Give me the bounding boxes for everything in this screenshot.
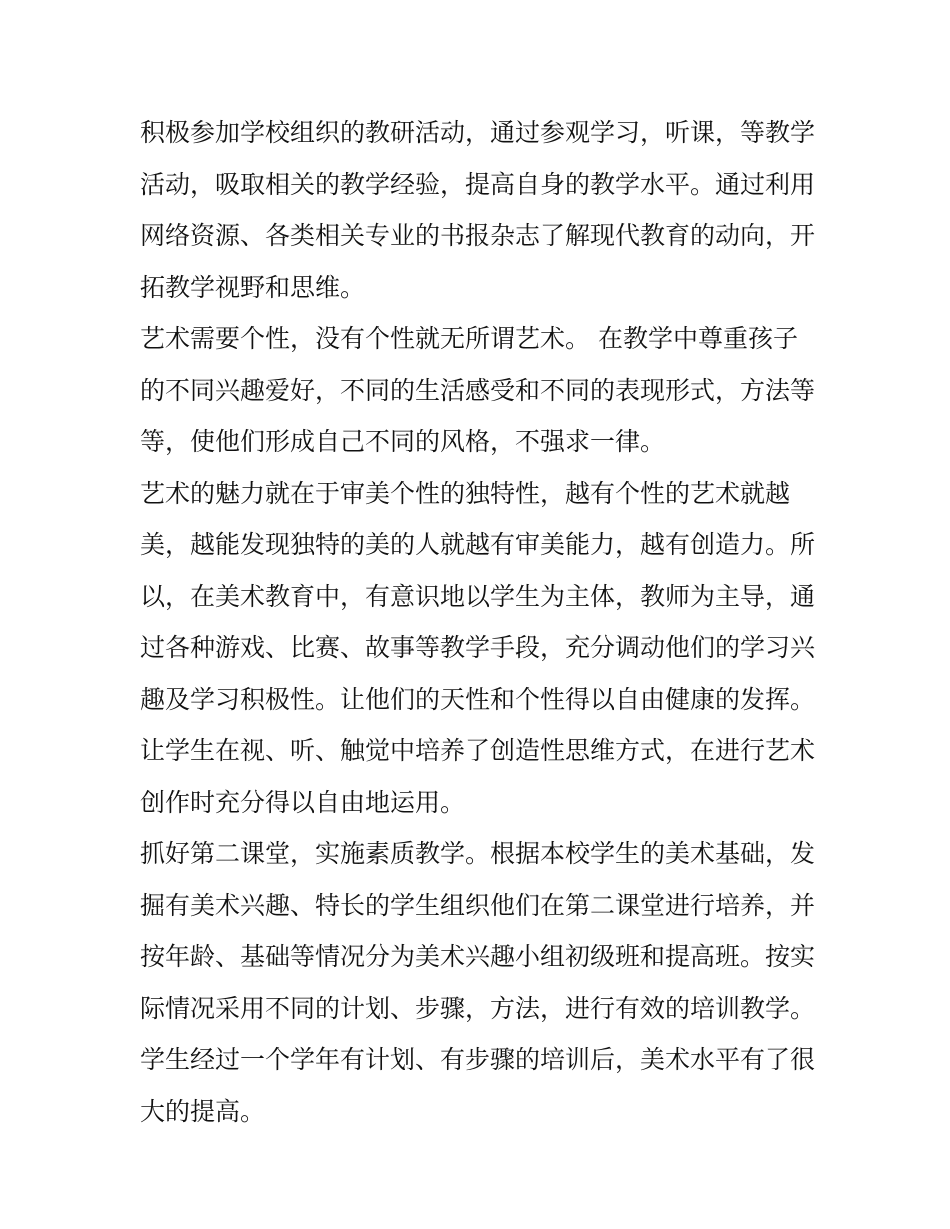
paragraph-3 xyxy=(140,468,830,829)
text-line: 趣及学习积极性。让他们的天性和个性得以自由健康的发挥。 xyxy=(140,684,816,714)
paragraph-1 xyxy=(140,107,830,313)
text-line: 艺术的魅力就在于审美个性的独特性，越有个性的艺术就越 xyxy=(140,478,791,508)
text-line: 活动，吸取相关的教学经验，提高自身的教学水平。通过利用 xyxy=(140,169,816,199)
text-line: 拓教学视野和思维。 xyxy=(140,272,366,302)
text-line: 网络资源、各类相关专业的书报杂志了解现代教育的动向，开 xyxy=(140,221,816,250)
text-line: 创作时充分得以自由地运用。 xyxy=(140,787,466,817)
text-line: 学生经过一个学年有计划、有步骤的培训后，美术水平有了很 xyxy=(140,1045,816,1074)
paragraph-2 xyxy=(140,313,830,468)
text-line: 美，越能发现独特的美的人就越有审美能力，越有创造力。所 xyxy=(140,530,816,559)
text-line: 以，在美术教育中，有意识地以学生为主体，教师为主导，通 xyxy=(140,581,816,611)
text-line: 按年龄、基础等情况分为美术兴趣小组初级班和提高班。按实 xyxy=(140,942,816,971)
text-line: 大的提高。 xyxy=(140,1096,266,1126)
document-body xyxy=(140,107,830,1137)
text-line: 艺术需要个性，没有个性就无所谓艺术。 在教学中尊重孩子 xyxy=(140,324,798,353)
text-line: 际情况采用不同的计划、步骤，方法，进行有效的培训教学。 xyxy=(140,993,816,1023)
paragraph-4 xyxy=(140,828,830,1137)
text-line: 掘有美术兴趣、特长的学生组织他们在第二课堂进行培养，并 xyxy=(140,890,816,920)
text-line: 等，使他们形成自己不同的风格，不强求一律。 xyxy=(140,427,666,456)
text-line: 过各种游戏、比赛、故事等教学手段，充分调动他们的学习兴 xyxy=(140,633,816,662)
text-line: 抓好第二课堂，实施素质教学。根据本校学生的美术基础，发 xyxy=(140,839,816,868)
text-line: 的不同兴趣爱好，不同的生活感受和不同的表现形式，方法等 xyxy=(140,375,816,405)
text-line: 积极参加学校组织的教研活动，通过参观学习，听课，等教学 xyxy=(140,118,816,147)
text-line: 让学生在视、听、触觉中培养了创造性思维方式，在进行艺术 xyxy=(140,736,816,765)
